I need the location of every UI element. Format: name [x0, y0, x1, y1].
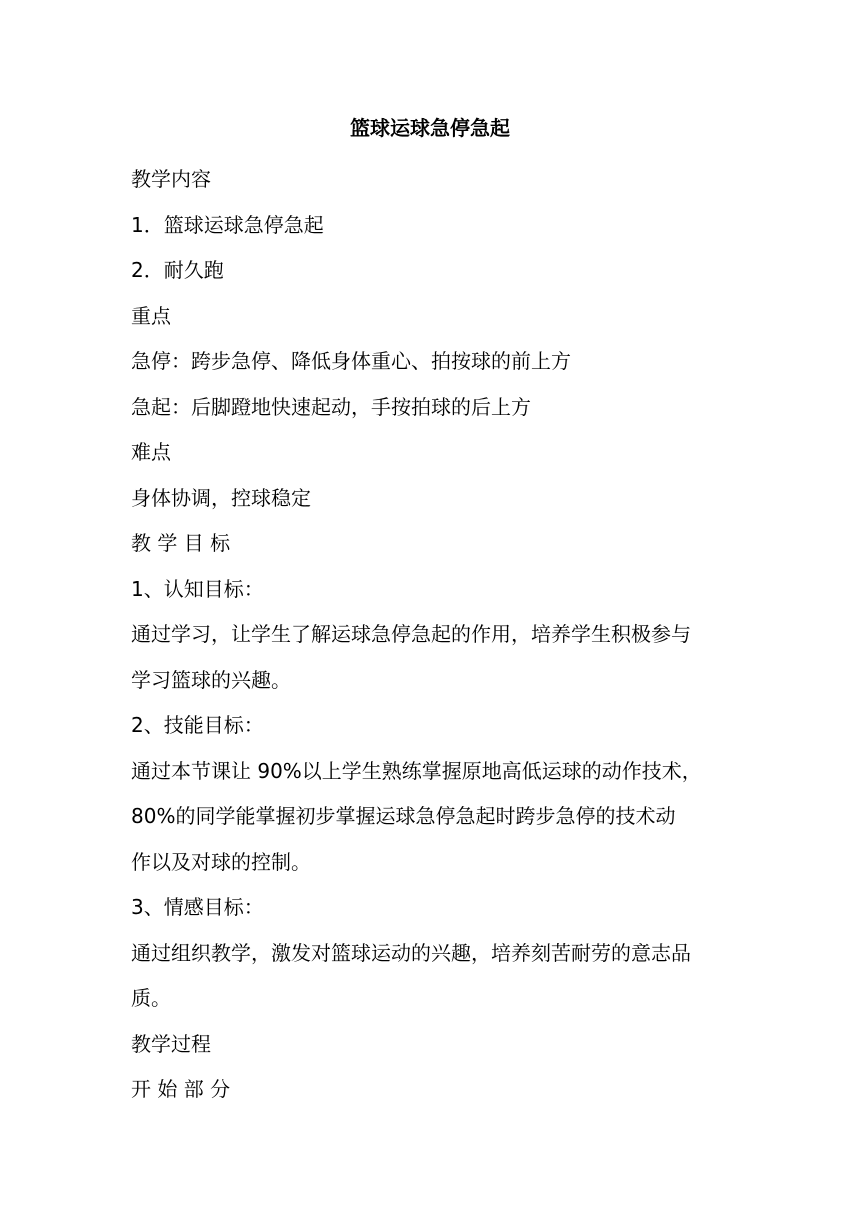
section-heading-objectives: 教 学 目 标 — [131, 531, 231, 555]
section-heading-opening-part: 开 始 部 分 — [131, 1077, 231, 1101]
document-body — [131, 157, 731, 1113]
section-heading-key-points: 重点 — [131, 303, 171, 328]
objective-cognitive-heading: 1、认知目标： — [131, 576, 264, 601]
key-point-stop: 急停：跨步急停、降低身体重心、拍按球的前上方 — [131, 349, 571, 373]
key-point-start: 急起：后脚蹬地快速起动，手按拍球的后上方 — [131, 394, 531, 419]
difficulty-text: 身体协调，控球稳定 — [131, 485, 311, 510]
objective-skill-text-cont: 80%的同学能掌握初步掌握运球急停急起时跨步急停的技术动 — [131, 804, 676, 828]
content-item-1: 1．篮球运球急停急起 — [131, 212, 324, 237]
objective-cognitive-text: 通过学习，让学生了解运球急停急起的作用，培养学生积极参与 — [131, 622, 691, 646]
objective-emotional-text: 通过组织教学，激发对篮球运动的兴趣，培养刻苦耐劳的意志品 — [131, 940, 691, 965]
objective-skill-text: 通过本节课让 90%以上学生熟练掌握原地高低运球的动作技术， — [131, 758, 702, 783]
section-heading-teaching-content: 教学内容 — [131, 167, 211, 191]
objective-cognitive-text-cont: 学习篮球的兴趣。 — [131, 667, 291, 692]
objective-emotional-heading: 3、情感目标： — [131, 895, 264, 919]
section-heading-difficulties: 难点 — [131, 440, 171, 464]
objective-skill-heading: 2、技能目标： — [131, 713, 264, 737]
section-heading-process: 教学过程 — [131, 1031, 211, 1056]
objective-emotional-text-cont: 质。 — [131, 986, 171, 1010]
content-item-2: 2．耐久跑 — [131, 258, 224, 282]
objective-skill-text-end: 作以及对球的控制。 — [131, 849, 311, 874]
document-title: 篮球运球急停急起 — [350, 116, 510, 140]
